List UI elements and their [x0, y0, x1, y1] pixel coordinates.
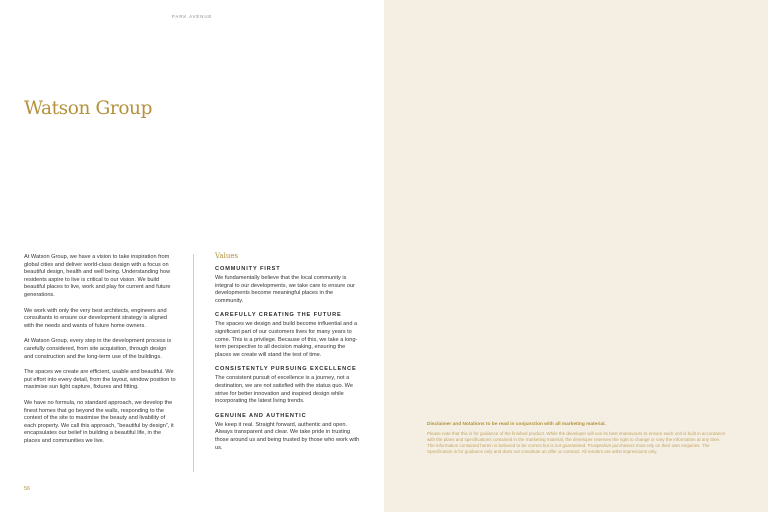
value-item — [215, 312, 360, 359]
value-heading: GENUINE AND AUTHENTIC — [215, 412, 307, 419]
value-body: We fundamentally believe that the local community is integral to our developments, we take care to ensure our developments become meaningful places in the community. — [215, 275, 355, 304]
right-page — [384, 0, 768, 512]
company-title: Watson Group — [24, 98, 153, 119]
values-title: Values — [215, 252, 239, 260]
page-number: 56 — [24, 486, 30, 492]
column-divider — [193, 254, 194, 472]
value-body: The consistent pursuit of excellence is a journey, not a destination, we are not satisfied with the status quo. We strive for better innovation and inspired design while incorporating the latest living trends. — [215, 375, 353, 405]
value-heading: CONSISTENTLY PURSUING EXCELLENCE — [215, 366, 357, 373]
intro-paragraph: At Watson Group, every step in the development process is carefully considered, from site acquisition, through design and construction and the long-term use of the buildings. — [24, 338, 172, 360]
value-body: We keep it real. Straight forward, authentic and open. Always transparent and clear. We take pride in trusting those around us and being trusted by those who work with us. — [215, 421, 360, 451]
intro-paragraph: The spaces we create are efficient, usable and beautiful. We put effort into every detail, from the layout, window position to maximise sun light capture, fixtures and fitting. — [24, 369, 176, 391]
running-header: PARK AVENUE — [172, 14, 213, 19]
value-heading: CAREFULLY CREATING THE FUTURE — [215, 312, 342, 319]
intro-paragraph: At Watson Group, we have a vision to take inspiration from global cities and deliver world-class design with a focus on beautiful design, health and well being. Understanding how residents aspire to live is critical to our vision. We build beautiful places to live, work and play for current and future generations. — [24, 254, 171, 298]
value-item — [215, 413, 360, 452]
intro-paragraph: We work with only the very best architects, engineers and consultants to ensure our development strategy is aligned with the needs and wants of future home owners. — [24, 307, 168, 329]
value-heading: COMMUNITY FIRST — [215, 266, 281, 272]
value-body: The spaces we design and build become influential and a significant part of our customers lives for many years to come. This is a privilege. Because of this, we take a long-term perspective to all decision making, ensuring the places we create will stand the test of time. — [215, 321, 358, 358]
disclaimer — [427, 422, 727, 455]
disclaimer-body: Please note that this is for guidance of the finished product. While the developer will use its best endeavours to ensure each unit is built in accordance with the plans and specifications contained in the marketing material, the developer reserves the right to change or vary the information at any time. The information contained herein is believed to be correct but is not guaranteed. Prospective purchasers must rely on their own enquiries. The Specification is for guidance only and does not constitute an offer or contract. All renders are artist impressions only. — [427, 431, 726, 455]
intro-column — [24, 254, 176, 453]
value-item — [215, 366, 360, 405]
disclaimer-title: Disclaimer and Notations to be read in conjunction with all marketing material. — [427, 422, 606, 427]
values-column — [215, 252, 360, 459]
value-item — [215, 266, 360, 305]
intro-paragraph: We have no formula, no standard approach, we develop the finest homes that go beyond the walls, responding to the context of the site to maximise the beauty and livability of each property. We call this approach, “beautiful by design”, it encapsulates our belief in building a beautiful life, in the places and communities we live. — [24, 399, 174, 444]
